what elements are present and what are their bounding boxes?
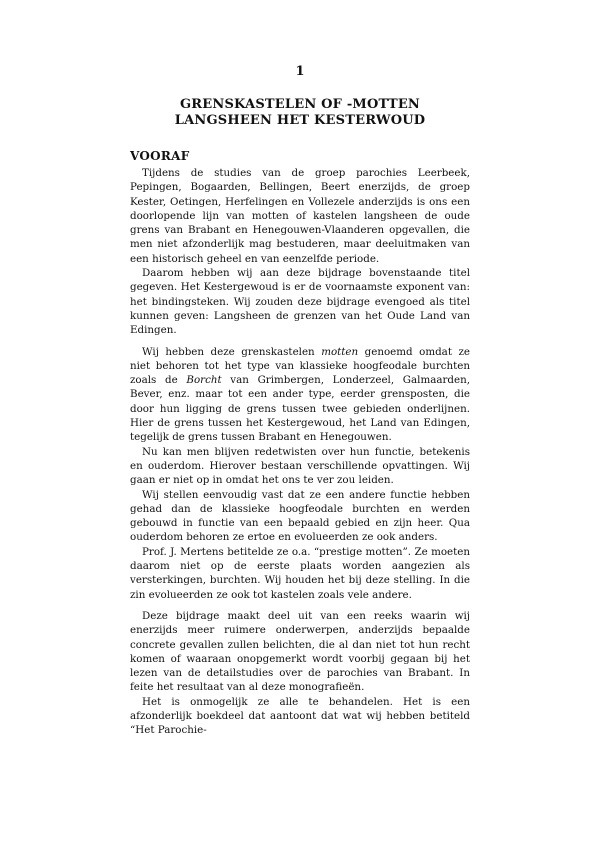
paragraph-text: genoemd omdat ze niet behoren tot het type van klassieke hoogfeodale burchten zoals de [130, 345, 470, 387]
paragraph-text: van Grimbergen, Londerzeel, Galmaarden, Bever, enz. maar tot een ander type, eerder grensposten, die door hun ligging de grens tussen twee gebieden onderlijnen. Hier de grens tussen het Kestergewoud, het Land van Edingen, tegelijk de grens tussen Brabant en Henegouwen. [130, 374, 470, 444]
paragraph-1 [130, 166, 470, 266]
paragraph-text: Het is onmogelijk ze alle te behandelen. Het is een afzonderlijk boekdeel dat aantoont dat wat wij hebben betiteld “Het Parochie- [130, 695, 470, 737]
title-line-1: GRENSKASTELEN OF -MOTTEN [179, 97, 421, 112]
paragraph-text: Deze bijdrage maakt deel uit van een reeks waarin wij enerzijds meer ruimere onderwerpen, anderzijds bepaalde concrete gevallen zullen belichten, die al dan niet tot hun recht komen of waaraan onopgemerkt wordt voorbij gegaan bij het lezen van de detailstudies over de parochies van Brabant. In feite het resultaat van al deze monografieën. [130, 609, 470, 694]
paragraph-text: Tijdens de studies van de groep parochies Leerbeek, Pepingen, Bogaarden, Bellingen, Beert enerzijds, de groep Kester, Oetingen, Herfelingen en Vollezele anderzijds is ons een doorlopende lijn van motten of kastelen langsheen de oude grens van Brabant en Henegouwen-Vlaanderen opgevallen, die men niet afzonderlijk mag bestuderen, maar deeluitmaken van een historisch geheel en van eenzelfde periode. [130, 167, 470, 265]
paragraph-text: Wij stellen eenvoudig vast dat ze een andere functie hebben gehad dan de klassieke hoogfeodale burchten en werden gebouwd in functie van een bepaald gebied en zijn heer. Qua ouderdom behoren ze ertoe en evolueerden ze ook anders. [130, 488, 470, 544]
title-line-2: LANGSHEEN HET KESTERWOUD [174, 113, 426, 128]
paragraph-3 [130, 345, 470, 445]
paragraph-text: Daarom hebben wij aan deze bijdrage bovenstaande titel gegeven. Het Kestergewoud is er de voornaamste exponent van: het bindingsteken. Wij zouden deze bijdrage evengoed als titel kunnen geven: Langsheen de grenzen van het Oude Land van Edingen. [130, 267, 470, 337]
paragraph-7 [130, 609, 470, 695]
paragraph-4 [130, 445, 470, 488]
italic-term-borcht: Borcht [186, 374, 222, 387]
italic-term-motten: motten [321, 345, 359, 358]
paragraph-5 [130, 488, 470, 545]
paragraph-text: Prof. J. Mertens betitelde ze o.a. “prestige motten”. Ze moeten daarom niet op de eerste plaats worden aangezien als versterkingen, burchten. Wij houden het bij deze stelling. In die zin evolueerden ze ook tot kastelen zoals vele andere. [130, 545, 470, 601]
paragraph-2 [130, 266, 470, 337]
body-text [130, 166, 470, 738]
paragraph-8 [130, 695, 470, 738]
paragraph-text: Nu kan men blijven redetwisten over hun functie, betekenis en ouderdom. Hierover bestaan verschillende opvattingen. Wij gaan er niet op in omdat het ons te ver zou leiden. [130, 445, 470, 487]
page-number: 1 [295, 64, 305, 79]
section-heading: VOORAF [130, 149, 190, 163]
paragraph-text: Wij hebben deze grenskastelen [142, 345, 322, 358]
page-title [0, 97, 600, 129]
paragraph-6 [130, 545, 470, 602]
